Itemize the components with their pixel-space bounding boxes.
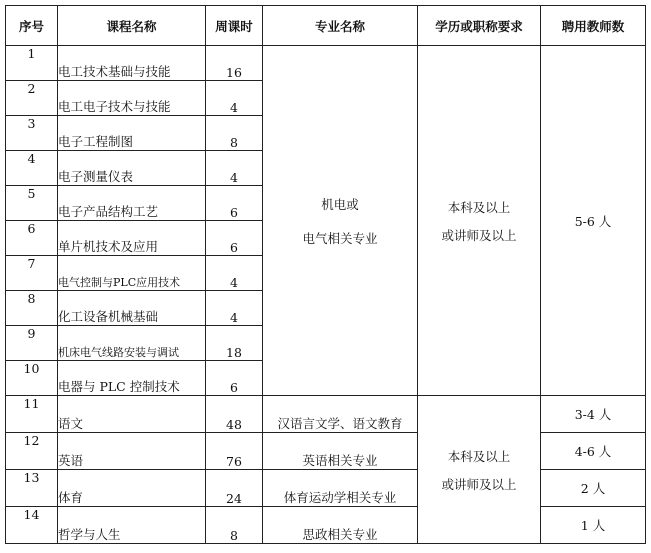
row-course: 电子产品结构工艺 — [58, 186, 206, 221]
course-teacher-table — [5, 5, 646, 544]
row-course: 电工技术基础与技能 — [58, 46, 206, 81]
row-course: 电气控制与PLC应用技术 — [58, 256, 206, 291]
group1-major-line2: 电气相关专业 — [302, 230, 378, 246]
row-course: 哲学与人生 — [58, 507, 206, 544]
row-course: 电工电子技术与技能 — [58, 81, 206, 116]
row-seq: 7 — [6, 256, 58, 291]
table-row — [6, 470, 646, 507]
header-teachers: 聘用教师数 — [541, 6, 646, 46]
row-seq: 11 — [6, 396, 58, 433]
row-hours: 76 — [206, 433, 263, 470]
row-major: 体育运动学相关专业 — [263, 470, 418, 507]
row-seq: 4 — [6, 151, 58, 186]
row-hours: 4 — [206, 256, 263, 291]
row-hours: 24 — [206, 470, 263, 507]
header-seq: 序号 — [6, 6, 58, 46]
row-hours: 18 — [206, 326, 263, 361]
row-hours: 6 — [206, 221, 263, 256]
header-major: 专业名称 — [263, 6, 418, 46]
row-seq: 13 — [6, 470, 58, 507]
row-course: 语文 — [58, 396, 206, 433]
header-row — [6, 6, 646, 46]
row-seq: 6 — [6, 221, 58, 256]
row-seq: 5 — [6, 186, 58, 221]
group1-major — [263, 46, 418, 396]
row-seq: 3 — [6, 116, 58, 151]
group2-req-line1: 本科及以上 — [447, 448, 511, 464]
row-course: 电器与 PLC 控制技术 — [58, 361, 206, 396]
row-course: 英语 — [58, 433, 206, 470]
row-course: 化工设备机械基础 — [58, 291, 206, 326]
header-hours: 周课时 — [206, 6, 263, 46]
row-course: 体育 — [58, 470, 206, 507]
row-seq: 1 — [6, 46, 58, 81]
row-hours: 8 — [206, 507, 263, 544]
table-row — [6, 396, 646, 433]
row-teachers: 2 人 — [541, 470, 646, 507]
header-requirement: 学历或职称要求 — [418, 6, 541, 46]
group1-teachers: 5-6 人 — [541, 46, 646, 396]
row-major: 思政相关专业 — [263, 507, 418, 544]
row-seq: 10 — [6, 361, 58, 396]
row-major: 英语相关专业 — [263, 433, 418, 470]
row-hours: 6 — [206, 361, 263, 396]
table-row — [6, 46, 646, 81]
row-hours: 6 — [206, 186, 263, 221]
row-major: 汉语言文学、语文教育 — [263, 396, 418, 433]
row-course: 机床电气线路安装与调试 — [58, 326, 206, 361]
row-teachers: 4-6 人 — [541, 433, 646, 470]
header-course: 课程名称 — [58, 6, 206, 46]
row-seq: 2 — [6, 81, 58, 116]
table-row — [6, 507, 646, 544]
group1-req-line1: 本科及以上 — [447, 199, 511, 215]
group2-req-line2: 或讲师及以上 — [441, 476, 517, 492]
row-seq: 12 — [6, 433, 58, 470]
row-seq: 9 — [6, 326, 58, 361]
row-course: 电子测量仪表 — [58, 151, 206, 186]
row-hours: 4 — [206, 151, 263, 186]
group1-req-line2: 或讲师及以上 — [441, 227, 517, 243]
row-teachers: 3-4 人 — [541, 396, 646, 433]
group1-requirement — [418, 46, 541, 396]
row-teachers: 1 人 — [541, 507, 646, 544]
row-hours: 16 — [206, 46, 263, 81]
group1-major-line1: 机电或 — [321, 196, 359, 212]
table-row — [6, 433, 646, 470]
row-hours: 4 — [206, 291, 263, 326]
row-seq: 8 — [6, 291, 58, 326]
row-course: 电子工程制图 — [58, 116, 206, 151]
row-course: 单片机技术及应用 — [58, 221, 206, 256]
row-hours: 48 — [206, 396, 263, 433]
row-hours: 4 — [206, 81, 263, 116]
row-hours: 8 — [206, 116, 263, 151]
row-seq: 14 — [6, 507, 58, 544]
group2-requirement — [418, 396, 541, 544]
